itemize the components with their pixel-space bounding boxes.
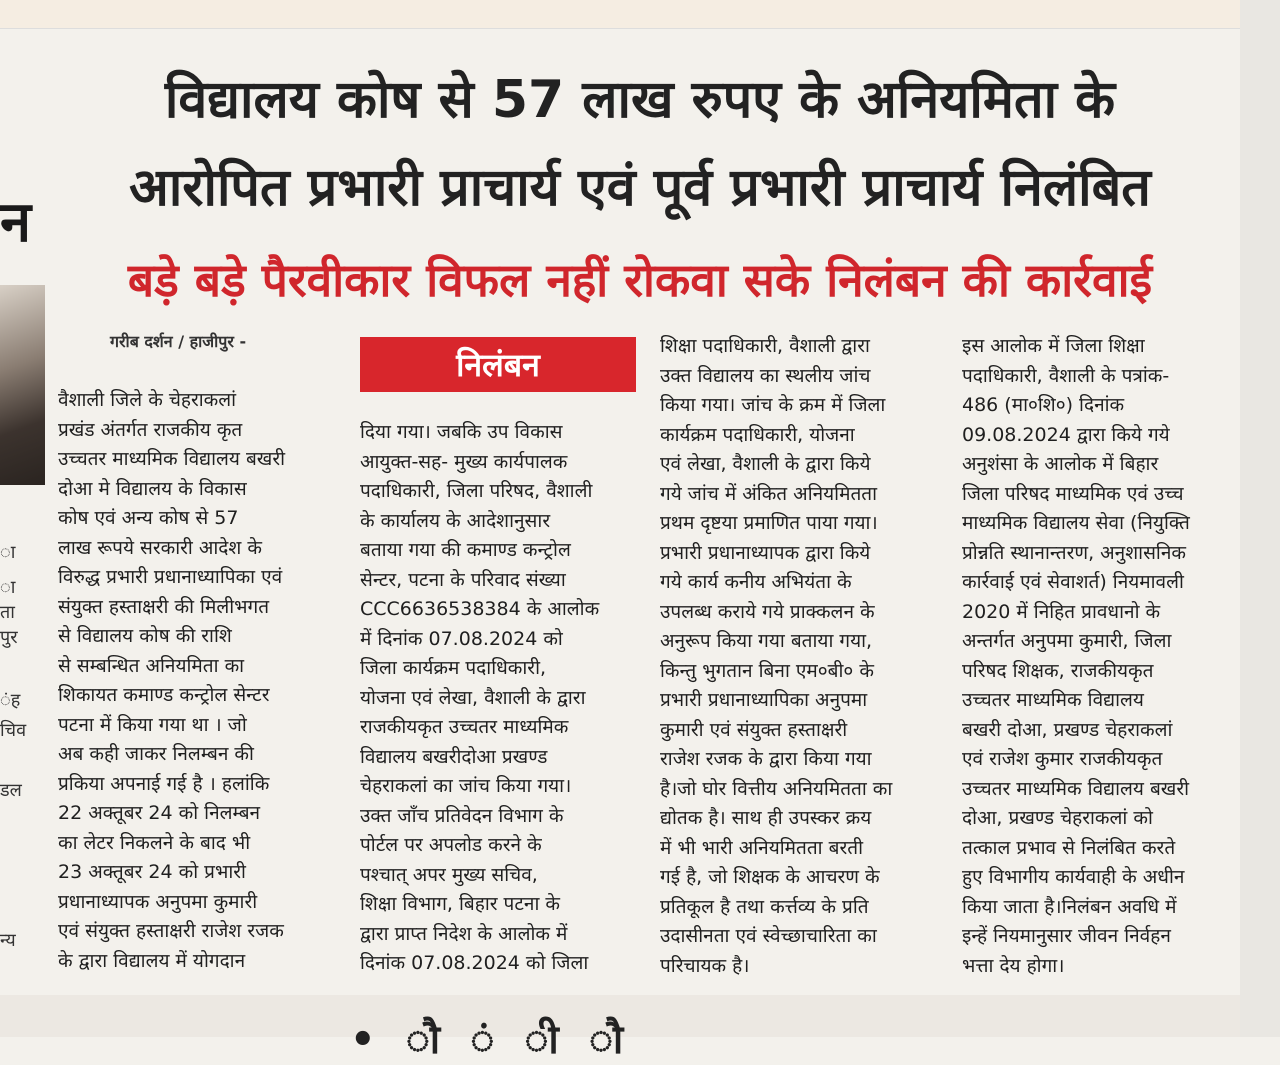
article-line: उच्चतर माध्यमिक विद्यालय बखरी [58, 448, 286, 470]
article-line: आयुक्त-सह- मुख्य कार्यपालक [360, 450, 568, 473]
article-line: में दिनांक 07.08.2024 को [360, 627, 563, 650]
article-line: CCC6636538384 के आलोक [360, 598, 600, 620]
article-line: इस आलोक में जिला शिक्षा [962, 335, 1145, 357]
article-line: पश्चात् अपर मुख्य सचिव, [360, 863, 538, 886]
article-line: माध्यमिक विद्यालय सेवा (नियुक्ति [962, 512, 1190, 534]
article-line: एवं लेखा, वैशाली के द्वारा किये [660, 453, 871, 475]
article-line: के कार्यालय के आदेशानुसार [360, 509, 551, 532]
article-line: है।जो घोर वित्तीय अनियमितता का [660, 777, 893, 800]
article-line: किया जाता है।निलंबन अवधि में [962, 895, 1177, 918]
left-clipped-headline-fragment: न [0, 190, 32, 255]
article-line: विरुद्ध प्रभारी प्रधानाध्यापिका एवं [58, 566, 283, 588]
article-line: कार्रवाई एवं सेवाशर्त) नियमावली [962, 571, 1184, 593]
article-line: दिया गया। जबकि उप विकास [360, 421, 563, 443]
article-line: प्रधानाध्यापक अनुपमा कुमारी [58, 890, 258, 913]
article-line: पटना में किया गया था । जो [58, 713, 247, 736]
article-line: उपलब्ध कराये गये प्राक्कलन के [660, 600, 875, 623]
article-line: अनुशंसा के आलोक में बिहार [962, 453, 1159, 475]
article-line: जिला कार्यक्रम पदाधिकारी, [360, 657, 547, 679]
article-column-3 [660, 332, 930, 981]
article-line: गई है, जो शिक्षक के आचरण के [660, 866, 880, 888]
right-page-edge [1240, 0, 1280, 1037]
article-line: प्रतिकूल है तथा कर्त्तव्य के प्रति [660, 895, 869, 918]
left-fragment-line: ंह [0, 690, 21, 711]
article-line: अनुरूप किया गया बताया गया, [660, 630, 873, 652]
article-line: दिनांक 07.08.2024 को जिला [360, 952, 589, 974]
article-line: राजकीयकृत उच्चतर माध्यमिक [360, 716, 569, 738]
headline-line-1: विद्यालय कोष से 57 लाख रुपए के अनियमिता के [164, 70, 1116, 130]
article-line: बताया गया की कमाण्ड कन्ट्रोल [360, 539, 571, 561]
article-line: का लेटर निकलने के बाद भी [58, 831, 251, 854]
byline: गरीब दर्शन / हाजीपुर - [110, 332, 247, 351]
article-line: प्रभारी प्रधानाध्यापक द्वारा किये [660, 541, 871, 564]
article-line: 22 अक्तूबर 24 को निलम्बन [58, 802, 261, 824]
article-line: परिचायक है। [660, 954, 750, 977]
article-line: राजेश रजक के द्वारा किया गया [660, 748, 872, 770]
article-line: जिला परिषद माध्यमिक एवं उच्च [962, 482, 1184, 505]
article-line: द्वारा प्राप्त निदेश के आलोक में [360, 922, 568, 945]
article-line: कार्यक्रम पदाधिकारी, योजना [660, 423, 855, 446]
article-line: पदाधिकारी, जिला परिषद, वैशाली [360, 480, 593, 502]
section-badge: निलंबन [360, 337, 636, 392]
article-line: 2020 में निहित प्रावधानो के [962, 600, 1161, 623]
article-column-4 [962, 332, 1232, 981]
article-line: भत्ता देय होगा। [962, 954, 1065, 977]
article-line: उदासीनता एवं स्वेच्छाचारिता का [660, 925, 877, 947]
article-line: लाख रूपये सरकारी आदेश के [58, 536, 262, 559]
left-fragment-line: न्य [0, 930, 16, 951]
article-line: पोर्टल पर अपलोड करने के [360, 834, 542, 856]
left-fragment-line: चिव [0, 720, 27, 741]
article-line: किया गया। जांच के क्रम में जिला [660, 394, 886, 416]
article-line: प्रकिया अपनाई गई है । हलांकि [58, 772, 270, 795]
article-line: कोष एवं अन्य कोष से 57 [58, 507, 239, 529]
article-line: सेन्टर, पटना के परिवाद संख्या [360, 568, 566, 591]
left-fragment-line: ा [0, 542, 16, 563]
article-line: परिषद शिक्षक, राजकीयकृत [962, 659, 1154, 682]
article-line: दोआ, प्रखण्ड चेहराकलां को [962, 807, 1153, 829]
article-line: दोआ मे विद्यालय के विकास [58, 477, 247, 500]
subheadline: बड़े बड़े पैरवीकार विफल नहीं रोकवा सके निलंबन की कार्रवाई [127, 253, 1153, 307]
left-fragment-line: ा [0, 577, 16, 598]
article-line: हुए विभागीय कार्यवाही के अधीन [962, 866, 1185, 888]
article-column-1 [58, 386, 328, 976]
article-line: बखरी दोआ, प्रखण्ड चेहराकलां [962, 718, 1173, 741]
article-line: एवं राजेश कुमार राजकीयकृत [962, 748, 1163, 770]
article-line: प्रखंड अंतर्गत राजकीय कृत [58, 418, 243, 441]
article-line: गये कार्य कनीय अभियंता के [660, 571, 852, 593]
article-line: संयुक्त हस्ताक्षरी की मिलीभगत [58, 595, 270, 618]
left-fragment-line: डल [0, 780, 22, 801]
article-column-2 [360, 418, 630, 979]
article-line: अब कही जाकर निलम्बन की [58, 743, 254, 765]
article-line: में भी भारी अनियमितता बरती [660, 836, 864, 859]
headline-line-2: आरोपित प्रभारी प्राचार्य एवं पूर्व प्रभारी प्राचार्य निलंबित [129, 158, 1151, 218]
article-line: उच्चतर माध्यमिक विद्यालय बखरी [962, 777, 1190, 800]
bottom-clipped-headline: • ौ ं ी ौ [350, 1017, 644, 1063]
article-line: वैशाली जिले के चेहराकलां [58, 389, 237, 411]
article-line: चेहराकलां का जांच किया गया। [360, 775, 572, 797]
article-line: से सम्बन्धित अनियमिता का [58, 654, 245, 677]
top-clipped-strip [0, 0, 1240, 29]
article-line: इन्हें नियमानुसार जीवन निर्वहन [962, 925, 1171, 947]
article-line: द्योतक है। साथ ही उपस्कर क्रय [660, 807, 872, 829]
article-line: उक्त विद्यालय का स्थलीय जांच [660, 364, 871, 387]
article-line: के द्वारा विद्यालय में योगदान [58, 949, 246, 972]
article-line: एवं संयुक्त हस्ताक्षरी राजेश रजक [58, 920, 284, 942]
article-line: कुमारी एवं संयुक्त हस्ताक्षरी [660, 718, 848, 741]
article-line: योजना एवं लेखा, वैशाली के द्वारा [360, 686, 586, 709]
article-line: तत्काल प्रभाव से निलंबित करते [962, 836, 1176, 859]
article-line: 09.08.2024 द्वारा किये गये [962, 423, 1170, 446]
article-line: विद्यालय बखरीदोआ प्रखण्ड [360, 745, 548, 768]
left-fragment-line: ता [0, 602, 15, 623]
article-line: से विद्यालय कोष की राशि [58, 625, 232, 647]
article-line: प्रथम दृष्टया प्रमाणित पाया गया। [660, 512, 878, 534]
article-line: 486 (मा०शि०) दिनांक [962, 394, 1125, 416]
article-line: शिक्षा पदाधिकारी, वैशाली द्वारा [660, 335, 870, 357]
article-line: उच्चतर माध्यमिक विद्यालय [962, 689, 1144, 711]
article-line: किन्तु भुगतान बिना एम०बी० के [660, 659, 874, 682]
article-line: अन्तर्गत अनुपमा कुमारी, जिला [962, 630, 1172, 652]
article-line: पदाधिकारी, वैशाली के पत्रांक- [962, 364, 1170, 387]
article-line: 23 अक्तूबर 24 को प्रभारी [58, 861, 246, 883]
left-clipped-photo [0, 285, 45, 485]
article-line: शिकायत कमाण्ड कन्ट्रोल सेन्टर [58, 684, 270, 706]
article-line: प्रभारी प्रधानाध्यापिका अनुपमा [660, 689, 868, 711]
article-line: शिक्षा विभाग, बिहार पटना के [360, 893, 561, 915]
article-line: गये जांच में अंकित अनियमितता [660, 482, 878, 505]
article-line: उक्त जाँच प्रतिवेदन विभाग के [360, 804, 564, 827]
left-fragment-line: पुर [0, 627, 18, 648]
article-line: प्रोन्नति स्थानान्तरण, अनुशासनिक [962, 541, 1186, 564]
